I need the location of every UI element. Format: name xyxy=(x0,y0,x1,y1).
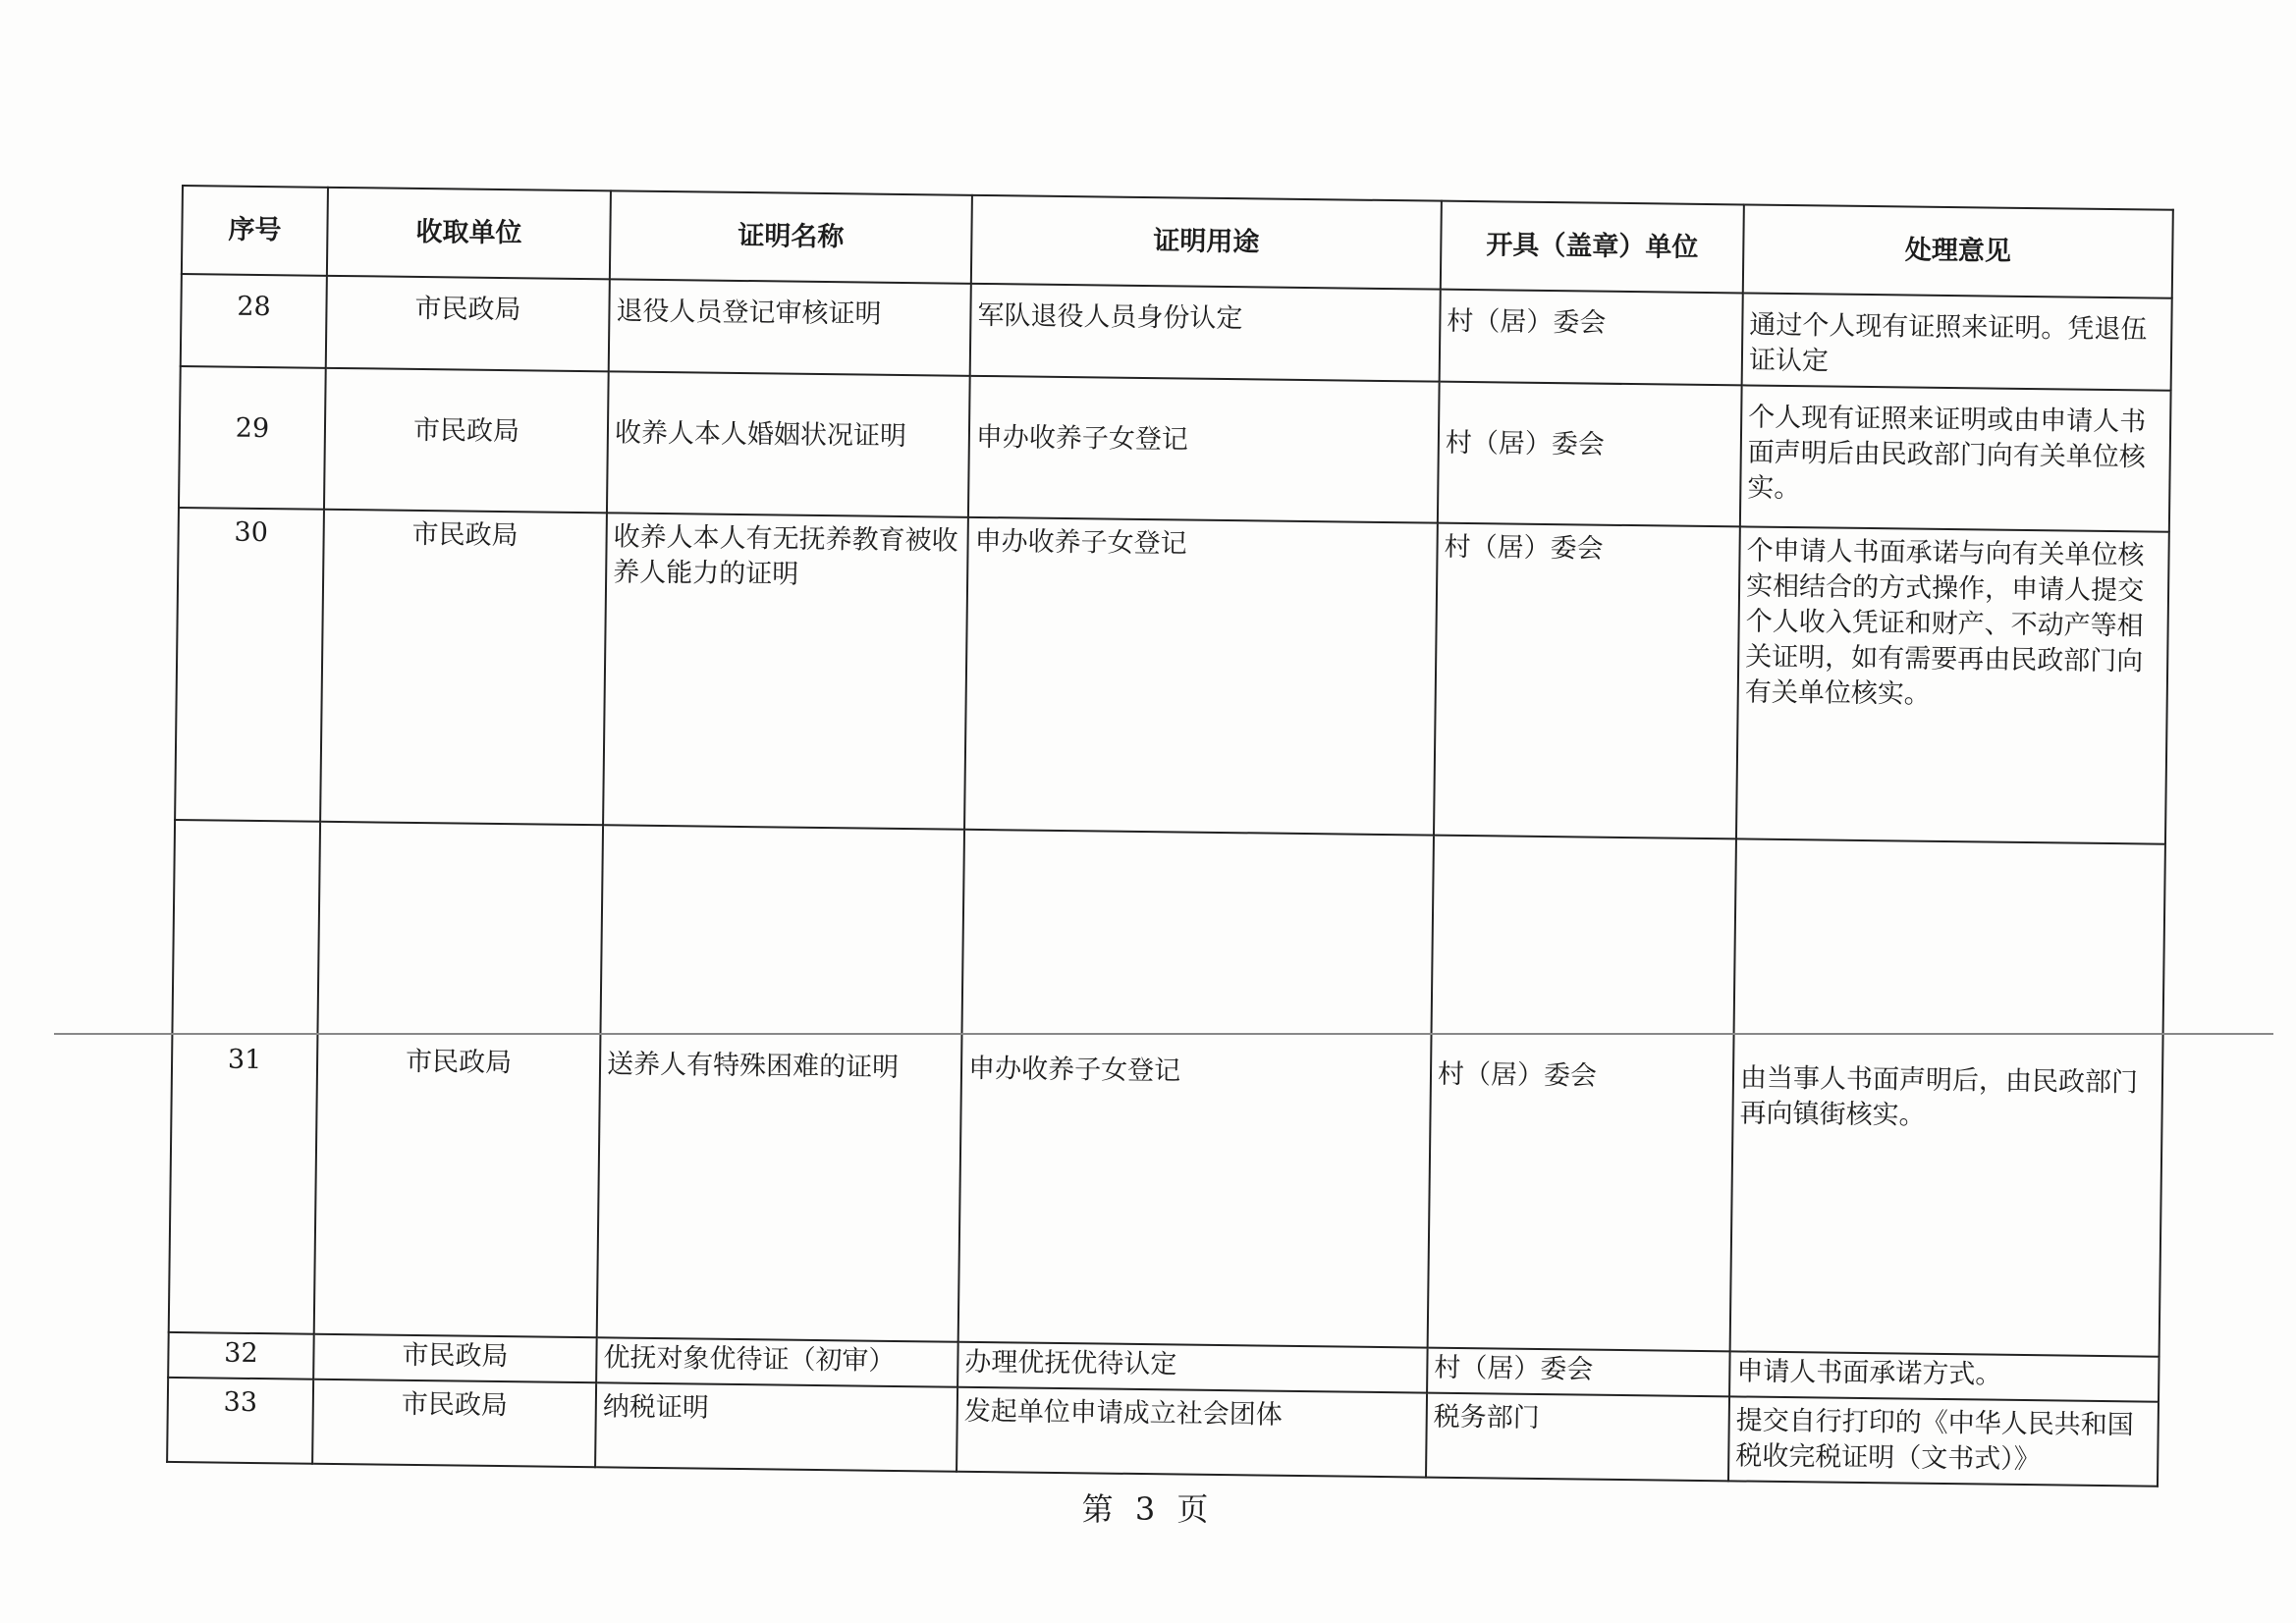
issuing-unit-text: 村（居）委会 xyxy=(1437,1058,1598,1092)
cell-certificate-purpose xyxy=(958,830,1434,1348)
cell-handling-opinion xyxy=(1740,385,2171,531)
cell-receiving-unit xyxy=(320,510,607,825)
certificate-name-text: 纳税证明 xyxy=(602,1391,710,1424)
header-issuing-unit: 开具（盖章）单位 xyxy=(1441,201,1744,294)
certificate-name-text: 送养人有特殊困难的证明 xyxy=(606,1049,900,1083)
scan-fold-line xyxy=(54,1033,2273,1035)
cell-issuing-unit xyxy=(1426,1393,1729,1482)
issuing-unit-text: 税务部门 xyxy=(1433,1401,1540,1434)
cell-receiving-unit xyxy=(313,1334,597,1383)
serial-number-text: 31 xyxy=(227,1044,262,1076)
header-serial-number: 序号 xyxy=(182,186,328,276)
cell-certificate-purpose xyxy=(964,517,1438,836)
serial-number-text: 29 xyxy=(235,412,270,445)
page-number: 第 3 页 xyxy=(1081,1490,1215,1528)
table-row xyxy=(175,508,2169,844)
cell-serial-number xyxy=(175,508,324,822)
receiving-unit-text: 市民政局 xyxy=(401,1388,509,1422)
cell-receiving-unit xyxy=(312,1380,596,1468)
cell-certificate-name xyxy=(596,1337,958,1386)
cell-serial-number xyxy=(179,366,326,510)
certificate-name-text: 收养人本人婚姻状况证明 xyxy=(614,417,907,453)
serial-number-text: 30 xyxy=(234,516,269,549)
cell-certificate-name xyxy=(607,371,970,516)
certificate-purpose-text: 发起单位申请成立社会团体 xyxy=(963,1395,1283,1431)
issuing-unit-text: 村（居）委会 xyxy=(1445,427,1606,460)
cell-handling-opinion xyxy=(1728,1396,2159,1486)
cell-issuing-unit xyxy=(1434,523,1740,839)
certificate-table xyxy=(166,185,2174,1488)
handling-opinion-text: 通过个人现有证照来证明。凭退伍证认定 xyxy=(1748,309,2148,377)
handling-opinion-text: 个人现有证照来证明或由申请人书面声明后由民政部门向有关单位核实。 xyxy=(1747,402,2147,505)
certificate-purpose-text: 办理优抚优待认定 xyxy=(964,1346,1177,1380)
table-container xyxy=(166,185,2172,1488)
issuing-unit-text: 村（居）委会 xyxy=(1444,531,1604,565)
handling-opinion-text: 提交自行打印的《中华人民共和国税收完税证明（文书式）》 xyxy=(1735,1405,2134,1476)
certificate-purpose-text: 申办收养子女登记 xyxy=(974,525,1187,560)
cell-certificate-purpose xyxy=(957,1342,1428,1393)
cell-certificate-name xyxy=(597,825,964,1341)
cell-certificate-purpose xyxy=(957,1387,1427,1478)
cell-receiving-unit xyxy=(314,822,603,1337)
cell-issuing-unit xyxy=(1440,290,1743,386)
cell-issuing-unit xyxy=(1438,382,1742,527)
cell-certificate-purpose xyxy=(970,284,1441,382)
cell-certificate-name xyxy=(603,513,968,829)
certificate-purpose-text: 申办收养子女登记 xyxy=(975,421,1189,456)
cell-certificate-purpose xyxy=(968,376,1440,523)
certificate-name-text: 收养人本人有无抚养教育被收养人能力的证明 xyxy=(613,521,958,590)
serial-number-text: 32 xyxy=(224,1337,258,1370)
table-row xyxy=(169,820,2165,1357)
receiving-unit-text: 市民政局 xyxy=(414,293,521,326)
cell-serial-number xyxy=(169,820,320,1334)
handling-opinion-text: 申请人书面承诺方式。 xyxy=(1736,1356,2002,1390)
cell-issuing-unit xyxy=(1428,836,1736,1352)
cell-handling-opinion xyxy=(1729,1351,2159,1401)
certificate-purpose-text: 军队退役人员身份认定 xyxy=(977,299,1243,335)
certificate-purpose-text: 申办收养子女登记 xyxy=(967,1053,1181,1087)
serial-number-text: 28 xyxy=(237,291,271,323)
header-receiving-unit: 收取单位 xyxy=(327,188,611,280)
cell-handling-opinion xyxy=(1742,293,2172,390)
cell-serial-number xyxy=(167,1378,313,1464)
cell-certificate-name xyxy=(609,279,971,375)
receiving-unit-text: 市民政局 xyxy=(411,518,519,552)
receiving-unit-text: 市民政局 xyxy=(402,1339,509,1373)
handling-opinion-text: 个申请人书面承诺与向有关单位核实相结合的方式操作，申请人提交个人收入凭证和财产、不动产等相关证明，如有需要再由民政部门向有关单位核实。 xyxy=(1744,535,2145,710)
cell-issuing-unit xyxy=(1427,1348,1730,1397)
certificate-name-text: 退役人员登记审核证明 xyxy=(616,296,882,330)
receiving-unit-text: 市民政局 xyxy=(405,1046,513,1079)
serial-number-text: 33 xyxy=(223,1386,258,1419)
header-certificate-name: 证明名称 xyxy=(610,190,972,283)
certificate-name-text: 优抚对象优待证（初审） xyxy=(603,1342,896,1377)
cell-serial-number xyxy=(181,274,327,368)
header-handling-opinion: 处理意见 xyxy=(1743,204,2173,298)
issuing-unit-text: 村（居）委会 xyxy=(1434,1352,1594,1385)
cell-receiving-unit xyxy=(324,368,609,514)
header-certificate-purpose: 证明用途 xyxy=(971,195,1442,290)
issuing-unit-text: 村（居）委会 xyxy=(1447,305,1607,339)
cell-certificate-name xyxy=(595,1382,957,1471)
table-row xyxy=(179,366,2171,532)
receiving-unit-text: 市民政局 xyxy=(412,414,520,448)
cell-receiving-unit xyxy=(326,276,610,372)
handling-opinion-text: 由当事人书面声明后，由民政部门再向镇街核实。 xyxy=(1739,1062,2139,1131)
cell-serial-number xyxy=(168,1332,314,1380)
cell-handling-opinion xyxy=(1730,839,2165,1356)
cell-handling-opinion xyxy=(1736,526,2169,843)
